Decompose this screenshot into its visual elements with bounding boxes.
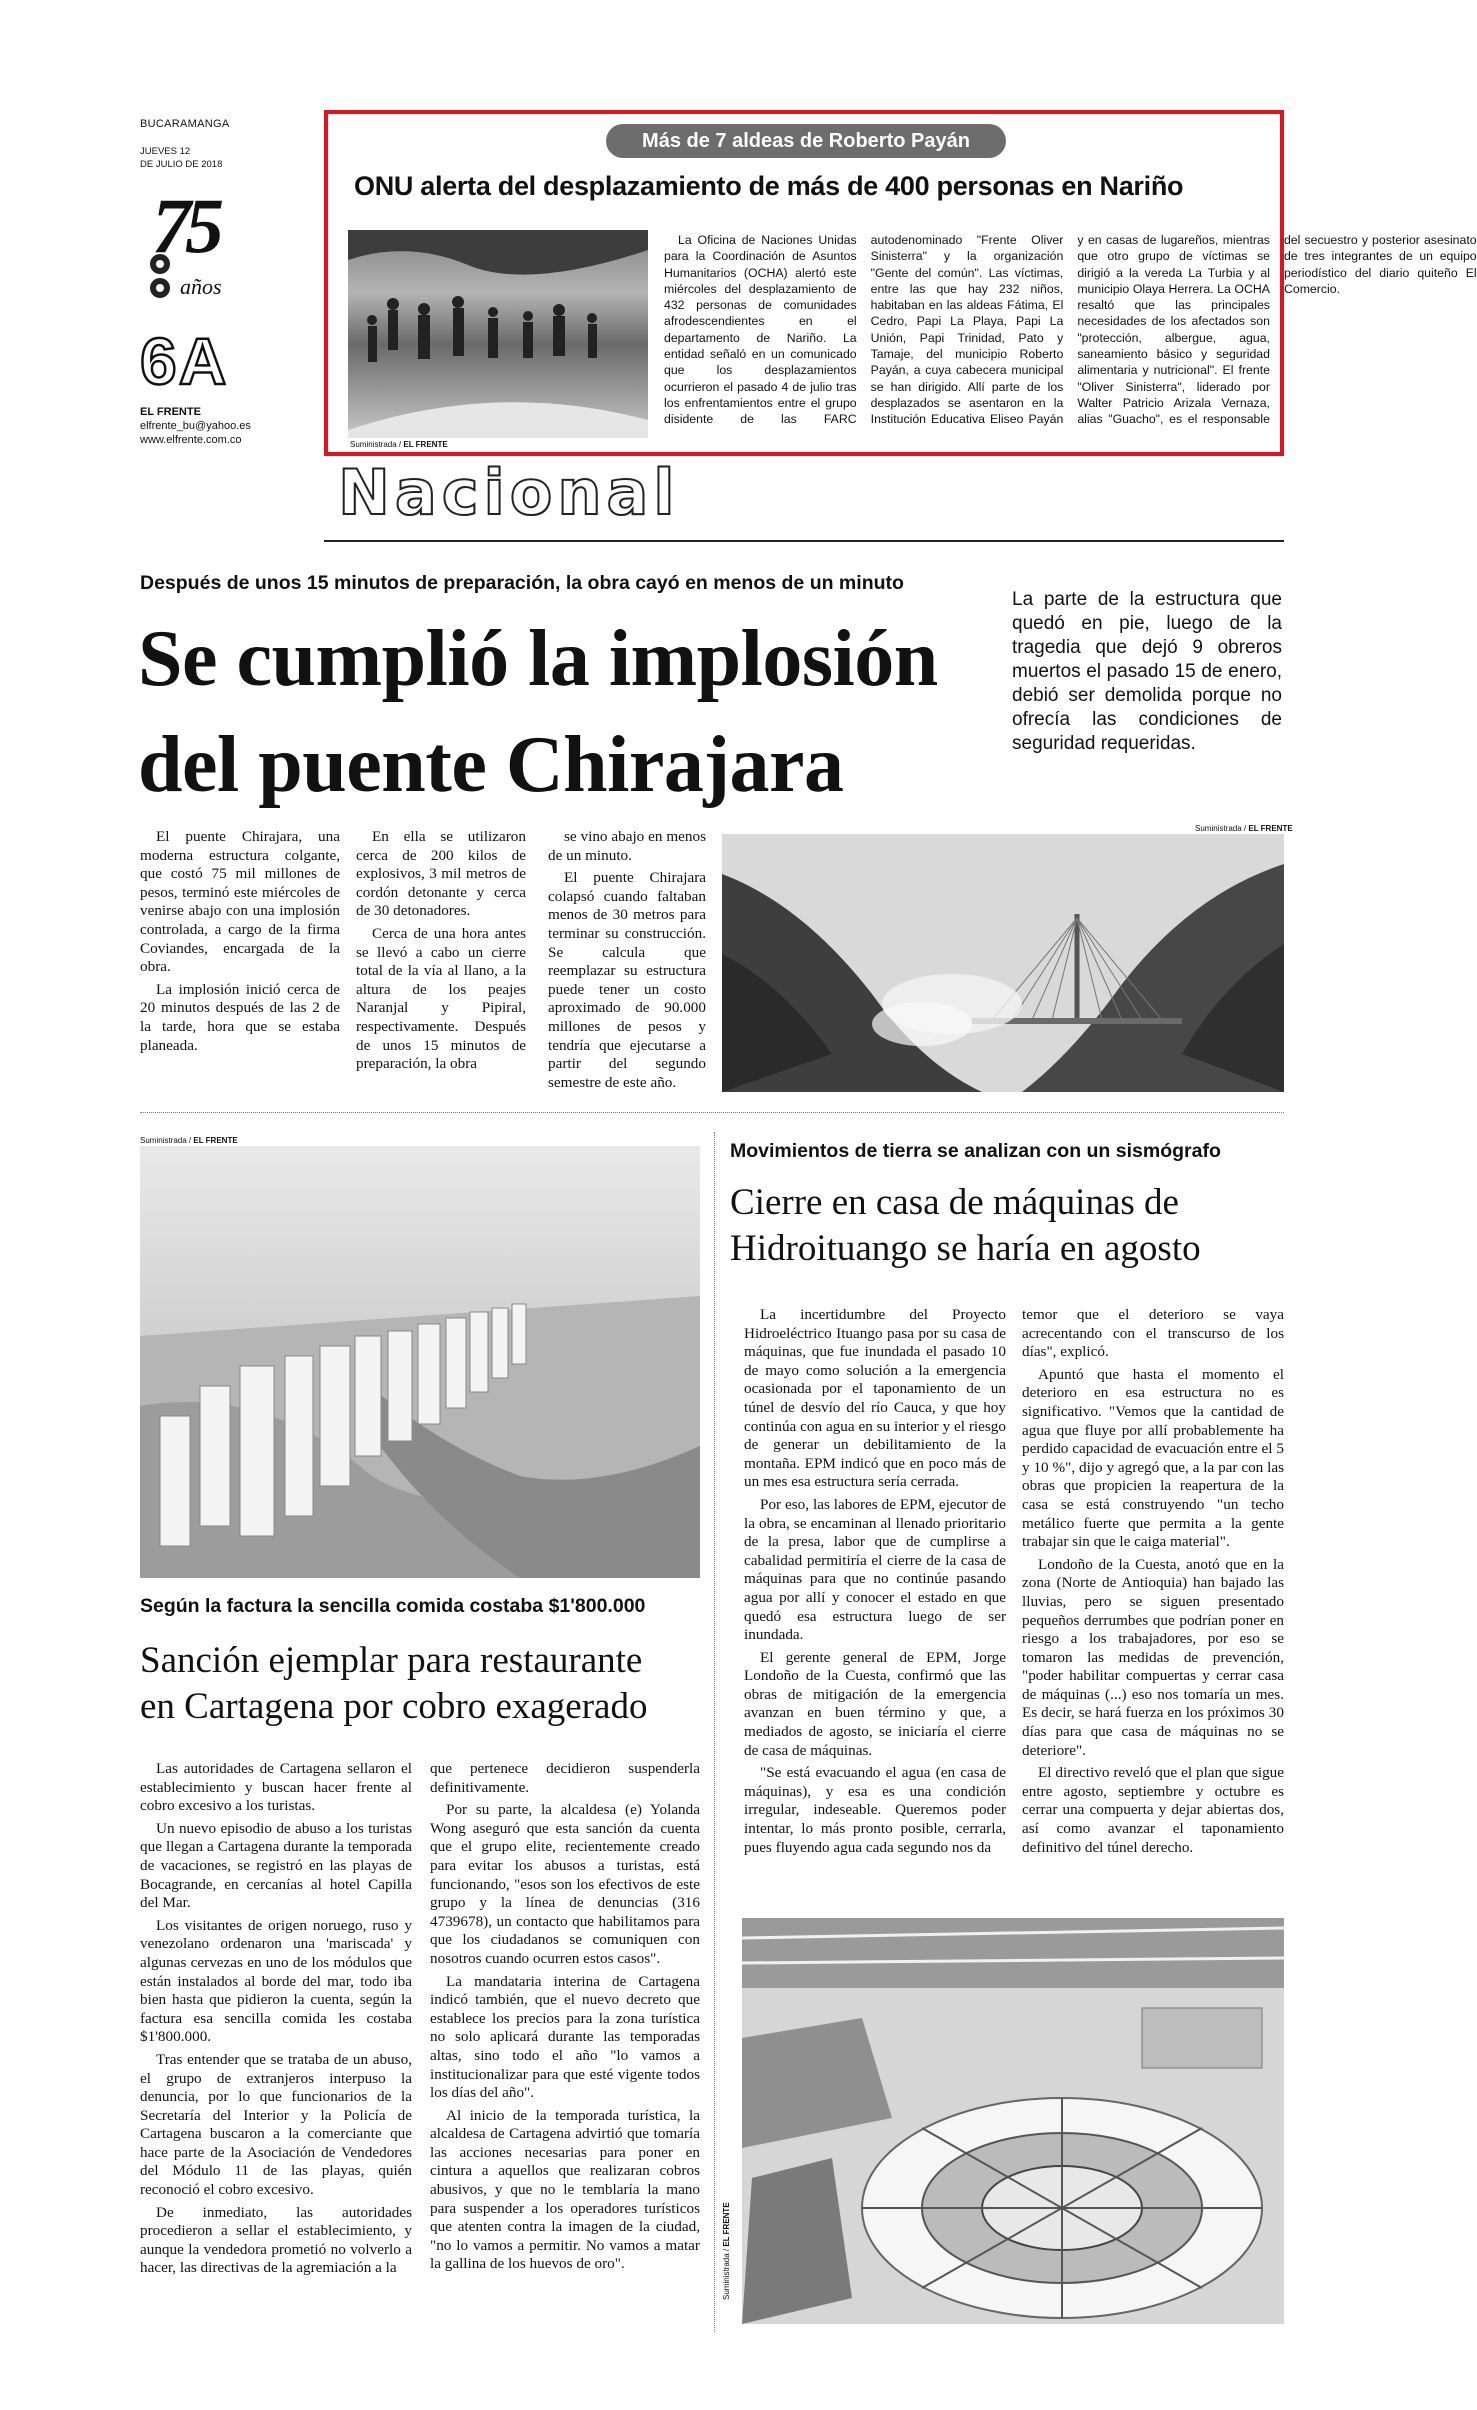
box-kicker: Más de 7 aldeas de Roberto Payán [606, 124, 1006, 158]
anniversary-logo [138, 182, 258, 312]
section-title: Nacional [338, 456, 680, 529]
story3-col1: La incertidumbre del Proyecto Hidroeléctrico Ituango pasa por su casa de máquinas, que fue inundada el pasado 10 de mayo como solución a la emergencia ocasionada por el taponamiento de un túnel de desvío del río Cauca, y que hoy continúa con agua en su interior y el riesgo de generar un debilitamiento de la montaña. EPM indicó que en poco más de un mes esa estructura sería cerrada. Por eso, las labores de EPM, ejecutor de la obra, se encaminan al llenado prioritario de la presa, labor que de cumplirse a cabalidad permitiría el cierre de la casa de máquinas para que no continúe pasando agua por allí y conocer el estado en que quedó esa estructura luego de ser inundada. El gerente general de EPM, Jorge Londoño de la Cuesta, confirmó que las obras de mitigación de la emergencia avanzan en buen término y que, a mediados de agosto, se iniciaría el cierre de casa de máquinas. "Se está evacuando el agua (en casa de máquinas), y esa es una condición irregular, indeseable. Queremos poder intentar, lo más pronto posible, cerrarla, pues fluyendo agua cada segundo nos da [744, 1306, 1006, 1856]
city-label: BUCARAMANGA [140, 118, 230, 130]
anniversary-number: 75 [152, 182, 218, 269]
powerhouse-interior-photo [742, 1918, 1284, 2324]
story1-kicker: Después de unos 15 minutos de preparación, la obra cayó en menos de un minuto [140, 572, 904, 594]
date-line-1: JUEVES 12 [140, 146, 191, 157]
people-walking-icon [348, 230, 648, 438]
story2-photo-credit: Suministrada / EL FRENTE [140, 1136, 238, 1145]
bridge-icon [722, 834, 1284, 1092]
story1-divider [140, 1112, 1284, 1113]
date-line-2: DE JULIO DE 2018 [140, 159, 223, 170]
story1-headline: Se cumplió la implosión del puente Chirajara [138, 615, 938, 809]
story1-col2: En ella se utilizaron cerca de 200 kilos de explosivos, 3 mil metros de cordón detonante y cerca de 30 detonadores. Cerca de una hora antes se llevó a cabo un cierre total de la vía al llano, a la altura de los peajes Naranjal y Pipiral, respectivamente. Después de unos 15 minutos de preparación, la obra [356, 828, 526, 1073]
box-photo-credit: Suministrada / EL FRENTE [350, 440, 448, 449]
displaced-people-photo [348, 230, 648, 438]
paper-name: EL FRENTE [140, 406, 201, 418]
email-link[interactable]: elfrente_bu@yahoo.es [140, 420, 251, 432]
bridge-implosion-photo [722, 834, 1284, 1092]
contact-block [140, 405, 251, 447]
story1-col1: El puente Chirajara, una moderna estructura colgante, que costó 75 mil millones de pesos, terminó este miércoles de venirse abajo con una implosión controlada, a cargo de la firma Coviandes, encargada de la obra. La implosión inició cerca de 20 minutos después de las 2 de la tarde, hora que se estaba planeada. [140, 828, 340, 1054]
story3-headline: Cierre en casa de máquinas de Hidroituango se haría en agosto [730, 1182, 1201, 1269]
box-headline: ONU alerta del desplazamiento de más de 400 personas en Nariño [354, 171, 1184, 201]
box-story [324, 110, 1477, 456]
story3-kicker: Movimientos de tierra se analizan con un sismógrafo [730, 1140, 1221, 1162]
box-story-body: La Oficina de Naciones Unidas para la Coordinación de Asuntos Humanitarios (OCHA) alertó este miércoles del desplazamiento de 432 personas de comunidades afrodescendientes en el departamento de Nariño. La entidad señaló en un comunicado que los desplazamientos ocurrieron el pasado 4 de julio tras los enfrentamientos entre el grupo disidente de las FARC autodenominado "Frente Oliver Sinisterra" y la organización "Gente del común". Las víctimas, entre las que hay 232 niños, habitaban en las aldeas Fátima, El Cedro, Papi La Playa, Papi La Unión, Papi Trinidad, Pato y Tamaje, del municipio Roberto Payán, a cuya cabecera municipal se han dirigido. Allí parte de los desplazados se asentaron en la Institución Educativa Eliseo Payán y en casas de lugareños, mientras que otro grupo de víctimas se dirigió a la vereda La Turbia y al municipio Olaya Herrera. La OCHA resaltó que las principales necesidades de los afectados son "protección, albergue, agua, saneamiento básico y seguridad alimentaria y nutricional". El frente "Oliver Sinisterra", liderado por Walter Patricio Arizala Vernaza, alias "Guacho", es el responsable del secuestro y posterior asesinato de tres integrantes de un equipo periodístico del diario quiteño El Comercio. [664, 233, 1477, 427]
website-link[interactable]: www.elfrente.com.co [140, 434, 242, 446]
skyline-icon [140, 1146, 700, 1578]
story3-col2: temor que el deterioro se vaya acrecentando con el transcurso de los días", explicó. Apuntó que hasta el momento el deterioro en esa estructura no es significativo. "Vemos que la cantidad de agua que fluye por allí probablemente ha perdido capacidad de evacuación entre el 5 y 10 %", dijo y agregó que, a la par con las obras que propicien la reapertura de la casa se está construyendo "un techo metálico fuerte que permita a la gente trabajar sin que le caiga material". Londoño de la Cuesta, anotó que en la zona (Norte de Antioquia) han bajado las lluvias, pero se siguen presentado pequeños derrumbes que podrían poner en riesgo a los trabajadores, por eso se tomaron las medidas de prevención, "poder habilitar compuertas y cerrar casa de máquinas (...) eso nos tomaría un mes. Es decir, se hará fuerza en los próximos 30 días para que casa de máquinas no se deteriore". El directivo reveló que el plan que sigue entre agosto, septiembre y octubre es cerrar una compuerta y dejar abiertas dos, así como avanzar el taponamiento definitivo del túnel derecho. [1022, 1306, 1284, 1856]
story2-col1: Las autoridades de Cartagena sellaron el establecimiento y buscan hacer frente al cobro excesivo a los turistas. Un nuevo episodio de abuso a los turistas que llegan a Cartagena durante la temporada de vacaciones, se registró en las playas de Bocagrande, en cercanías al hotel Capilla del Mar. Los visitantes de origen noruego, ruso y venezolano ordenaron una 'mariscada' y algunas cervezas en uno de los módulos que están instalados al borde del mar, todo iba bien hasta que pidieron la cuenta, según la factura esa sencilla comida les costaba $1'800.000. Tras entender que se trataba de un abuso, el grupo de extranjeros interpuso la denuncia, por lo que funcionarios de la Secretaría del Interior y la Policía de Cartagena buscaron a la comerciante que hace parte de la Asociación de Vendedores del Módulo 11 de las playas, quién reconoció el cobro excesivo. De inmediato, las autoridades procedieron a sellar el establecimiento, y aunque la vendedora prometió no volverlo a hacer, las directivas de la agremiación a la [140, 1760, 412, 2277]
story1-col3: se vino abajo en menos de un minuto. El puente Chirajara colapsó cuando faltaban menos de 30 metros para terminar su construcción. Se calcula que reemplazar su estructura puede tener un costo aproximado de 90.000 millones de pesos y tendría que ejecutarse a partir del segundo semestre de este año. [548, 828, 706, 1091]
cartagena-skyline-photo [140, 1146, 700, 1578]
story1-deck: La parte de la estructura que quedó en pie, luego de la tragedia que dejó 9 obreros muertos el pasado 15 de enero, debió ser demolida porque no ofrecía las condiciones de seguridad requeridas. [1012, 589, 1282, 754]
section-rule [324, 540, 1284, 542]
anniversary-word: años [180, 274, 222, 299]
story3-photo-credit: Suministrada / EL FRENTE [722, 2202, 731, 2300]
story1-photo-credit: Suministrada / EL FRENTE [1195, 824, 1293, 833]
story2-headline: Sanción ejemplar para restaurante en Cartagena por cobro exagerado [140, 1640, 648, 1727]
turbine-hall-icon [742, 1918, 1284, 2324]
column-divider [714, 1132, 715, 2332]
page-number: 6A [140, 324, 229, 398]
story2-col2: que pertenece decidieron suspenderla definitivamente. Por su parte, la alcaldesa (e) Yolanda Wong aseguró que esta sanción da cuenta que el grupo elite, recientemente creado para evitar los abusos a turistas, está funcionando, "esos son los efectivos de este grupo y la línea de denuncias (316 4739678), un contacto que habilitamos para que los ciudadanos se comuniquen con nosotros cuando ocurren estos casos". La mandataria interina de Cartagena indicó también, que el nuevo decreto que establece los precios para la zona turística no solo aplicará durante las temporadas altas, sino todo el año "lo vamos a institucionalizar para que esté vigente todos los días del año". Al inicio de la temporada turística, la alcaldesa de Cartagena advirtió que tomaría las acciones necesarias para poner en cintura a aquellos que realizaran cobros abusivos, y que no le temblaría la mano para suspender a los operadores turísticos que atenten contra la imagen de la ciudad, "no lo vamos a permitir. No vamos a matar la gallina de los huevos de oro". [430, 1760, 700, 2273]
story2-kicker: Según la factura la sencilla comida costaba $1'800.000 [140, 1595, 646, 1617]
masthead [140, 118, 310, 170]
